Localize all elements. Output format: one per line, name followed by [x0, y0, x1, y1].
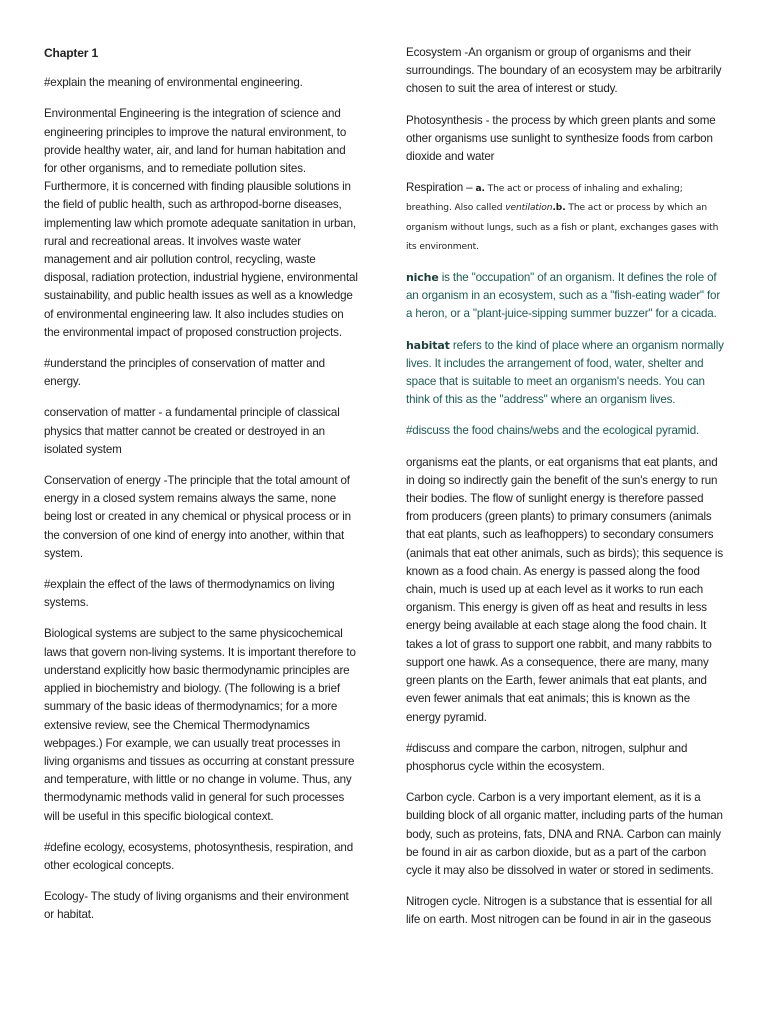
- right-column: [406, 44, 724, 943]
- objective-food-chains: #discuss the food chains/webs and the ecological pyramid.: [406, 424, 700, 438]
- respiration-text-a: The act or process of inhaling and exhaling; breathing. Also called: [406, 184, 683, 214]
- objective-environmental-engineering: #explain the meaning of environmental engineering.: [44, 76, 303, 90]
- niche-term: niche: [406, 271, 439, 285]
- habitat-definition: [406, 337, 724, 410]
- conservation-of-matter-paragraph: conservation of matter - a fundamental principle of classical physics that matter cannot be created or destroyed in an isolated system: [44, 406, 340, 456]
- environmental-engineering-paragraph: Environmental Engineering is the integration of science and engineering principles to improve the natural environment, to provide healthy water, air, and land for human habitation and for other organisms, and to remediate pollution sites. Furthermore, it is concerned with finding plausible solutions in the field of public health, such as arthropod-borne diseases, implementing law which promote adequate sanitation in urban, rural and recreational areas. It involves waste water management and air pollution control, recycling, waste disposal, radiation protection, industrial hygiene, environmental sustainability, and public health issues as well as a knowledge of environmental engineering law. It also includes studies on the environmental impact of proposed construction projects.: [44, 107, 358, 339]
- food-chain-paragraph: organisms eat the plants, or eat organisms that eat plants, and in doing so indirectly gain the benefit of the sun's energy to run their bodies. The flow of sunlight energy is therefore passed from producers (green plants) to primary consumers (animals that eat plants, such as leafhoppers) to secondary consumers (animals that eat other animals, such as birds); this sequence is known as a food chain. As energy is passed along the food chain, much is used up at each level as it works to run each organism. This energy is given off as heat and results in less energy being available at each stage along the food chain. It takes a lot of grass to support one rabbit, and many rabbits to support one hawk. As a consequence, there are many, many green plants on the Earth, fewer animals that eat plants, and even fewer animals that eat animals; this is known as the energy pyramid.: [406, 455, 723, 724]
- respiration-text-b: The act or process by which an organism without lungs, such as a fish or plant, exchanges gases with its environment.: [406, 203, 719, 252]
- ecology-definition: Ecology- The study of living organisms and their environment or habitat.: [44, 890, 349, 922]
- niche-definition: [406, 269, 724, 324]
- niche-text: is the "occupation" of an organism. It defines the role of an organism in an ecosystem, such as a "fish-eating wader" for a heron, or a "plant-juice-sipping summer buzzer" for a cicada.: [406, 271, 721, 321]
- conservation-of-energy-paragraph: Conservation of energy -The principle that the total amount of energy in a closed system remains always the same, none being lost or created in any chemical or physical process or in the conversion of one kind of energy into another, within that system.: [44, 474, 351, 560]
- biological-systems-paragraph: Biological systems are subject to the same physicochemical laws that govern non-living systems. It is important therefore to understand explicitly how basic thermodynamic principles are applied in biochemistry and biology. (The following is a brief summary of the basic ideas of thermodynamics; for a more extensive review, see the Chemical Thermodynamics webpages.) For example, we can usually treat processes in living organisms and tissues as occurring at constant pressure and temperature, with little or no change in volume. Thus, any thermodynamic methods valid in general for such processes will be useful in this specific biological context.: [44, 627, 356, 823]
- objective-ecology: #define ecology, ecosystems, photosynthesis, respiration, and other ecological concepts.: [44, 840, 353, 872]
- habitat-text: refers to the kind of place where an organism normally lives. It includes the arrangement of food, water, shelter and space that is suitable to meet an organism's needs. You can think of this as the "address" where an organism lives.: [406, 338, 724, 407]
- left-column: [44, 44, 360, 938]
- respiration-detail: [406, 184, 718, 252]
- nitrogen-cycle-paragraph: Nitrogen cycle. Nitrogen is a substance that is essential for all life on earth. Most nitrogen can be found in air in the gaseous: [406, 895, 713, 927]
- chapter-title: Chapter 1: [44, 46, 98, 60]
- respiration-mark-b: .b.: [552, 203, 566, 214]
- objective-thermodynamics: #explain the effect of the laws of thermodynamics on living systems.: [44, 578, 335, 610]
- respiration-definition: [406, 179, 724, 256]
- respiration-mark-a: a.: [475, 184, 485, 195]
- photosynthesis-definition: Photosynthesis - the process by which green plants and some other organisms use sunlight to synthesize foods from carbon dioxide and water: [406, 113, 716, 164]
- respiration-italic-term: ventilation: [505, 203, 553, 214]
- respiration-lead: Respiration –: [406, 181, 476, 195]
- objective-nutrient-cycles: #discuss and compare the carbon, nitrogen, sulphur and phosphorus cycle within the ecosystem.: [406, 741, 688, 773]
- habitat-term: habitat: [406, 338, 450, 352]
- carbon-cycle-paragraph: Carbon cycle. Carbon is a very important element, as it is a building block of all organic matter, including parts of the human body, such as proteins, fats, DNA and RNA. Carbon can mainly be found in air as carbon dioxide, but as a part of the carbon cycle it may also be dissolved in water or stored in sediments.: [406, 791, 723, 877]
- objective-conservation: #understand the principles of conservation of matter and energy.: [44, 357, 325, 389]
- ecosystem-definition: Ecosystem -An organism or group of organisms and their surroundings. The boundary of an ecosystem may be arbitrarily chosen to suit the area of interest or study.: [406, 46, 722, 96]
